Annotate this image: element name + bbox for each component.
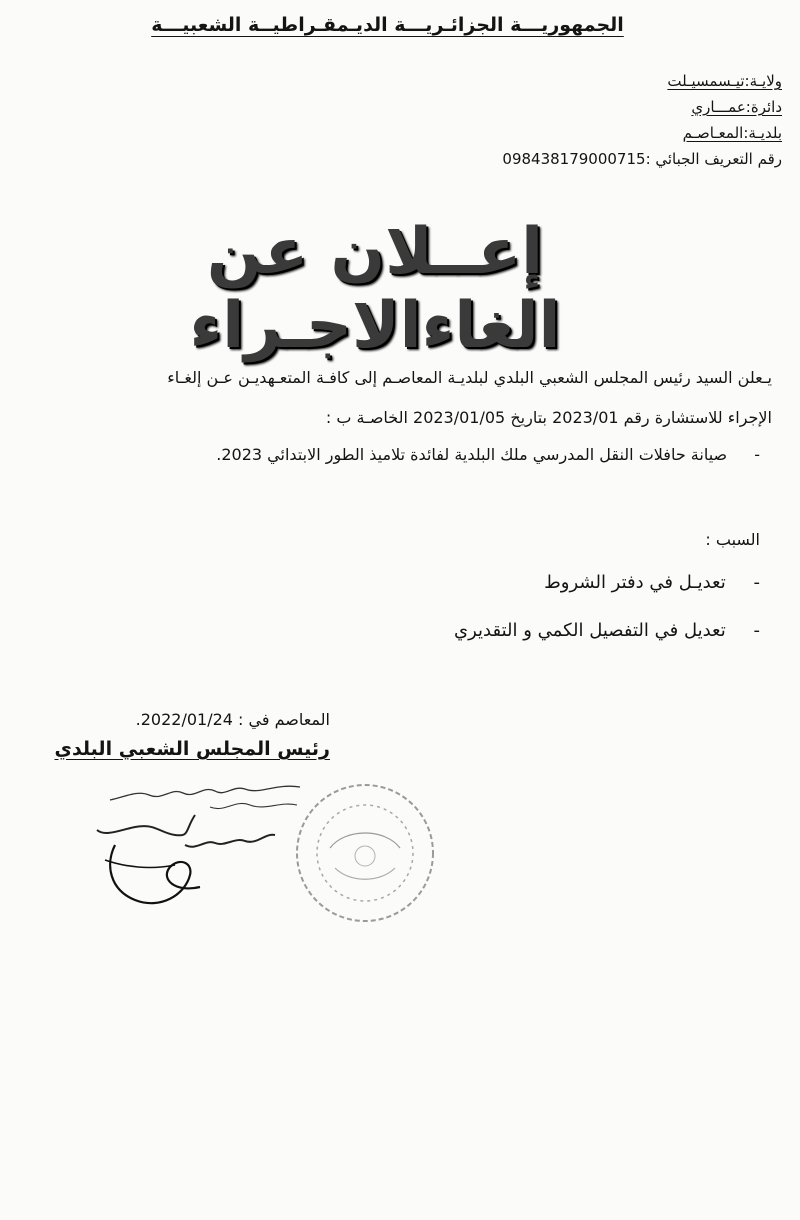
body-line-1: يـعلن السيد رئيس المجلس الشعبي البلدي لبلديـة المعاصـم إلى كافـة المتعـهديـن عـن إلغـاء <box>167 368 772 387</box>
announcement-title: إعــلان عن الغاءالاجـراء <box>189 215 561 363</box>
reason-item <box>160 572 760 593</box>
wilaya-line: ولايـة:تيـسمسيـلت <box>667 72 782 90</box>
daira-line: دائرة:عمـــاري <box>691 98 782 116</box>
bullet-dash: - <box>753 620 760 641</box>
body-line-2: الإجراء للاستشارة رقم 2023/01 بتاريخ 2023/01/05 الخاصـة ب : <box>325 408 772 427</box>
bullet-dash: - <box>753 572 760 593</box>
administrative-block <box>442 68 782 172</box>
official-stamp <box>285 778 445 928</box>
reason-item-text: تعديل في التفصيل الكمي و التقديري <box>454 620 726 641</box>
subject-item <box>160 445 760 464</box>
commune-line: بلديـة:المعـاصـم <box>682 124 782 142</box>
subject-item-text: صيانة حافلات النقل المدرسي ملك البلدية لفائدة تلاميذ الطور الابتدائي 2023. <box>216 445 728 464</box>
bullet-dash: - <box>754 445 760 464</box>
reason-item-text: تعديـل في دفتر الشروط <box>544 572 726 593</box>
tax-id-line: رقم التعريف الجبائي :098438179000715 <box>502 150 782 168</box>
reason-heading: السبب : <box>705 530 760 549</box>
announcement-body <box>32 358 772 438</box>
republic-header: الجمهوريـــة الجزائـريـــة الديـمقـراطيــة الشعبيـــة <box>151 14 624 36</box>
signatory-title: رئيس المجلس الشعبي البلدي <box>54 738 330 760</box>
date-place-line: المعاصم في : 2022/01/24. <box>135 710 330 729</box>
reason-item <box>160 620 760 641</box>
handwritten-signature <box>75 775 305 925</box>
